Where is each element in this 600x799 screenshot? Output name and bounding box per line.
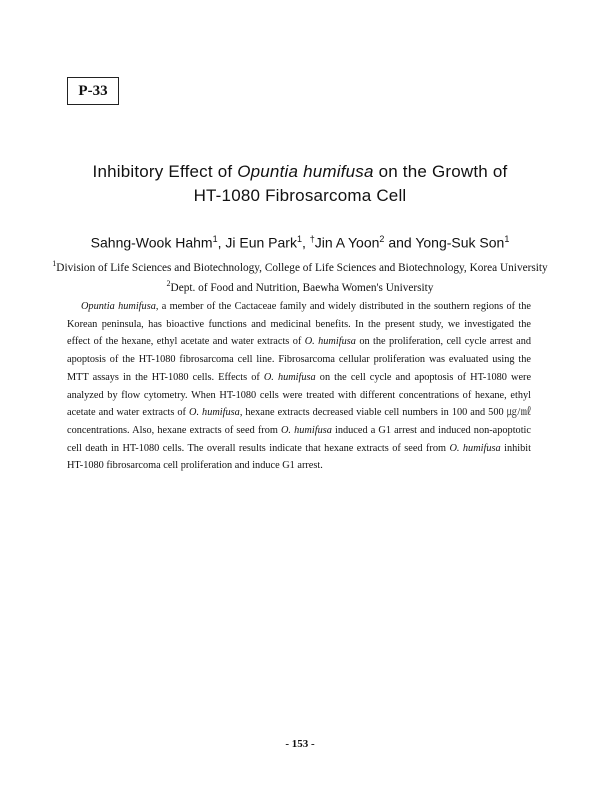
affiliation-sup: 2 <box>166 278 171 288</box>
affiliation-text: Division of Life Sciences and Biotechnology, College of Life Sciences and Biotechnology, Korea University <box>56 261 548 274</box>
title-line-2: HT-1080 Fibrosarcoma Cell <box>193 186 407 205</box>
author-separator: and <box>384 234 416 251</box>
affiliation-2 <box>40 276 560 296</box>
abstract <box>67 298 531 475</box>
author-separator: , <box>301 234 310 251</box>
title-part2: on the Growth of <box>373 162 508 181</box>
author-name: Ji Eun Park <box>225 234 297 251</box>
abstract-text: inhibit HT-1080 fibrosarcoma cell proliferation and induce G1 arrest. <box>67 442 532 472</box>
author-name: Yong-Suk Son <box>415 234 505 251</box>
species-name: O. humifusa <box>263 371 316 383</box>
author-sup: 1 <box>212 234 218 244</box>
affiliation-sup: 1 <box>52 259 57 268</box>
author-separator: , <box>217 234 226 251</box>
affiliations <box>40 256 560 296</box>
title-part1: Inhibitory Effect of <box>92 162 238 181</box>
author-sup: 1 <box>296 234 302 244</box>
author-name: Sahng-Wook Hahm <box>90 234 213 251</box>
species-name: O. humifusa <box>304 336 356 348</box>
abstract-text: , a member of the Cactaceae family and widely distributed in the southern regions of the Korean peninsula, has bioactive functions and medicinal benefits. In the present study, we investigated the effect of the hexane, ethyl acetate and water extracts of <box>67 301 531 348</box>
author-sup: 2 <box>379 234 385 244</box>
abstract-text: , hexane extracts decreased viable cell numbers in 100 and 500 ㎍/㎖ concentrations. Also, hexane extracts of seed from <box>67 407 531 436</box>
species-name: O. humifusa <box>189 407 240 419</box>
paper-title <box>40 160 560 208</box>
title-line-1 <box>40 160 560 184</box>
species-name: O. humifusa <box>449 442 501 454</box>
abstract-text: on the proliferation, cell cycle arrest and apoptosis of the HT-1080 fibrosarcoma cell line. Fibrosarcoma cellular proliferation was evaluated using the MTT assays in the HT-1080 cells. Effects of <box>67 336 531 383</box>
author-sup: 1 <box>504 234 510 244</box>
abstract-text: induced a G1 arrest and induced non-apoptotic cell death in HT-1080 cells. The overall results indicate that hexane extracts of seed from <box>67 424 531 454</box>
author-name: Jin A Yoon <box>314 234 380 251</box>
presentation-code: P-33 <box>67 77 119 105</box>
author-list <box>40 229 560 253</box>
affiliation-text: Dept. of Food and Nutrition, Baewha Women's University <box>170 281 434 294</box>
corresponding-mark: † <box>309 234 315 244</box>
affiliation-1 <box>40 256 560 276</box>
species-name: Opuntia humifusa <box>81 301 156 312</box>
species-name: O. humifusa <box>280 424 332 436</box>
page-number: - 153 - <box>285 738 315 750</box>
title-species: Opuntia humifusa <box>237 162 374 181</box>
abstract-text: on the cell cycle and apoptosis of HT-1080 were analyzed by flow cytometry. When HT-1080 cells were treated with different concentrations of hexane, ethyl acetate and water extracts of <box>67 371 532 419</box>
